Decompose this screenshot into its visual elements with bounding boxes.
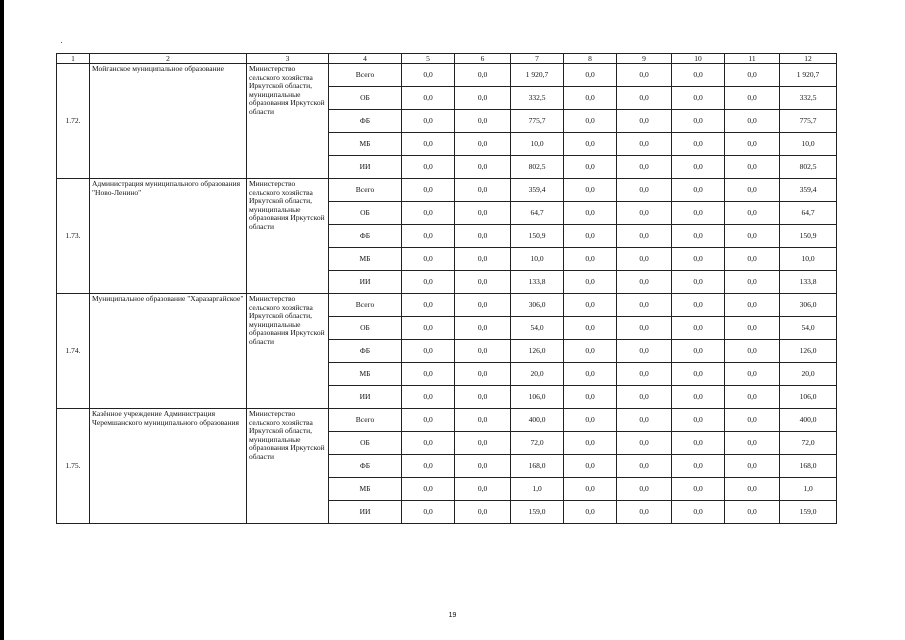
value-cell: 0,0 xyxy=(672,133,725,156)
value-cell: 0,0 xyxy=(564,317,617,340)
value-cell: 0,0 xyxy=(455,225,511,248)
value-cell: 0,0 xyxy=(564,409,617,432)
value-cell: 0,0 xyxy=(672,110,725,133)
value-cell: 0,0 xyxy=(617,455,672,478)
value-cell: 10,0 xyxy=(511,248,564,271)
value-cell: 0,0 xyxy=(455,271,511,294)
value-cell: 0,0 xyxy=(725,179,780,202)
value-cell: 0,0 xyxy=(725,386,780,409)
value-cell: 0,0 xyxy=(402,179,455,202)
value-cell: 0,0 xyxy=(564,64,617,87)
value-cell: 0,0 xyxy=(672,271,725,294)
value-cell: 0,0 xyxy=(672,409,725,432)
funding-source-cell: ОБ xyxy=(329,317,402,340)
value-cell: 1,0 xyxy=(780,478,837,501)
value-cell: 0,0 xyxy=(672,317,725,340)
value-cell: 359,4 xyxy=(780,179,837,202)
value-cell: 0,0 xyxy=(725,455,780,478)
value-cell: 0,0 xyxy=(672,386,725,409)
value-cell: 133,8 xyxy=(511,271,564,294)
funding-source-cell: ИИ xyxy=(329,271,402,294)
value-cell: 0,0 xyxy=(402,133,455,156)
value-cell: 0,0 xyxy=(672,432,725,455)
scan-speck xyxy=(61,42,62,43)
value-cell: 775,7 xyxy=(511,110,564,133)
funding-source-cell: МБ xyxy=(329,248,402,271)
value-cell: 0,0 xyxy=(672,248,725,271)
value-cell: 0,0 xyxy=(617,363,672,386)
value-cell: 54,0 xyxy=(511,317,564,340)
value-cell: 0,0 xyxy=(402,64,455,87)
value-cell: 0,0 xyxy=(725,225,780,248)
value-cell: 0,0 xyxy=(402,317,455,340)
value-cell: 0,0 xyxy=(402,501,455,524)
header-cell: 7 xyxy=(511,54,564,64)
header-cell: 2 xyxy=(90,54,247,64)
value-cell: 0,0 xyxy=(455,202,511,225)
value-cell: 0,0 xyxy=(455,179,511,202)
value-cell: 359,4 xyxy=(511,179,564,202)
value-cell: 0,0 xyxy=(672,179,725,202)
funding-source-cell: Всего xyxy=(329,179,402,202)
value-cell: 0,0 xyxy=(617,225,672,248)
value-cell: 0,0 xyxy=(455,386,511,409)
item-number-cell: 1.74. xyxy=(57,294,90,409)
value-cell: 0,0 xyxy=(725,156,780,179)
value-cell: 332,5 xyxy=(511,87,564,110)
value-cell: 0,0 xyxy=(564,87,617,110)
value-cell: 0,0 xyxy=(402,87,455,110)
recipient-name-cell: Администрация муниципального образования "Ново-Ленино" xyxy=(90,179,247,294)
value-cell: 0,0 xyxy=(402,294,455,317)
value-cell: 168,0 xyxy=(780,455,837,478)
funding-source-cell: МБ xyxy=(329,478,402,501)
header-row xyxy=(57,54,837,64)
value-cell: 0,0 xyxy=(402,386,455,409)
value-cell: 802,5 xyxy=(780,156,837,179)
value-cell: 0,0 xyxy=(564,455,617,478)
value-cell: 0,0 xyxy=(617,294,672,317)
value-cell: 0,0 xyxy=(617,386,672,409)
value-cell: 0,0 xyxy=(455,478,511,501)
value-cell: 0,0 xyxy=(455,409,511,432)
header-cell: 11 xyxy=(725,54,780,64)
value-cell: 0,0 xyxy=(402,478,455,501)
responsible-cell: Министерство сельского хозяйства Иркутской области, муниципальные образования Иркутской области xyxy=(247,64,329,179)
value-cell: 0,0 xyxy=(725,110,780,133)
value-cell: 0,0 xyxy=(617,340,672,363)
value-cell: 106,0 xyxy=(511,386,564,409)
value-cell: 0,0 xyxy=(672,501,725,524)
value-cell: 10,0 xyxy=(780,248,837,271)
funding-source-cell: МБ xyxy=(329,363,402,386)
value-cell: 0,0 xyxy=(564,478,617,501)
header-cell: 6 xyxy=(455,54,511,64)
scan-edge xyxy=(0,0,4,640)
value-cell: 1,0 xyxy=(511,478,564,501)
item-number-cell: 1.72. xyxy=(57,64,90,179)
value-cell: 0,0 xyxy=(617,133,672,156)
header-cell: 8 xyxy=(564,54,617,64)
value-cell: 0,0 xyxy=(402,271,455,294)
value-cell: 0,0 xyxy=(564,501,617,524)
header-cell: 9 xyxy=(617,54,672,64)
value-cell: 0,0 xyxy=(725,501,780,524)
funding-source-cell: ФБ xyxy=(329,455,402,478)
value-cell: 10,0 xyxy=(511,133,564,156)
value-cell: 0,0 xyxy=(564,248,617,271)
value-cell: 64,7 xyxy=(780,202,837,225)
value-cell: 1 920,7 xyxy=(511,64,564,87)
value-cell: 0,0 xyxy=(672,225,725,248)
table-row xyxy=(57,409,837,432)
value-cell: 0,0 xyxy=(617,248,672,271)
value-cell: 0,0 xyxy=(402,202,455,225)
value-cell: 0,0 xyxy=(455,501,511,524)
value-cell: 0,0 xyxy=(402,110,455,133)
value-cell: 0,0 xyxy=(564,225,617,248)
value-cell: 106,0 xyxy=(780,386,837,409)
value-cell: 168,0 xyxy=(511,455,564,478)
value-cell: 1 920,7 xyxy=(780,64,837,87)
value-cell: 64,7 xyxy=(511,202,564,225)
value-cell: 0,0 xyxy=(617,87,672,110)
value-cell: 0,0 xyxy=(725,248,780,271)
recipient-name-cell: Муниципальное образование "Харазаргайское" xyxy=(90,294,247,409)
value-cell: 0,0 xyxy=(725,64,780,87)
value-cell: 0,0 xyxy=(455,156,511,179)
value-cell: 0,0 xyxy=(725,202,780,225)
value-cell: 0,0 xyxy=(455,110,511,133)
value-cell: 0,0 xyxy=(402,340,455,363)
value-cell: 0,0 xyxy=(725,432,780,455)
value-cell: 0,0 xyxy=(455,294,511,317)
value-cell: 400,0 xyxy=(511,409,564,432)
header-cell: 3 xyxy=(247,54,329,64)
value-cell: 306,0 xyxy=(511,294,564,317)
value-cell: 126,0 xyxy=(511,340,564,363)
value-cell: 0,0 xyxy=(455,317,511,340)
value-cell: 150,9 xyxy=(780,225,837,248)
value-cell: 0,0 xyxy=(455,363,511,386)
responsible-cell: Министерство сельского хозяйства Иркутской области, муниципальные образования Иркутской области xyxy=(247,409,329,524)
value-cell: 0,0 xyxy=(402,409,455,432)
value-cell: 0,0 xyxy=(725,133,780,156)
funding-source-cell: Всего xyxy=(329,294,402,317)
value-cell: 0,0 xyxy=(672,478,725,501)
value-cell: 0,0 xyxy=(725,409,780,432)
value-cell: 0,0 xyxy=(672,363,725,386)
header-cell: 1 xyxy=(57,54,90,64)
value-cell: 0,0 xyxy=(672,340,725,363)
value-cell: 0,0 xyxy=(402,225,455,248)
value-cell: 20,0 xyxy=(511,363,564,386)
value-cell: 10,0 xyxy=(780,133,837,156)
value-cell: 0,0 xyxy=(455,432,511,455)
value-cell: 0,0 xyxy=(725,340,780,363)
value-cell: 0,0 xyxy=(564,386,617,409)
funding-source-cell: ФБ xyxy=(329,340,402,363)
page-number: 19 xyxy=(448,612,457,619)
value-cell: 0,0 xyxy=(617,432,672,455)
value-cell: 802,5 xyxy=(511,156,564,179)
funding-source-cell: ОБ xyxy=(329,202,402,225)
value-cell: 0,0 xyxy=(725,271,780,294)
value-cell: 0,0 xyxy=(455,87,511,110)
table-row xyxy=(57,179,837,202)
responsible-cell: Министерство сельского хозяйства Иркутской области, муниципальные образования Иркутской области xyxy=(247,294,329,409)
value-cell: 0,0 xyxy=(617,156,672,179)
value-cell: 133,8 xyxy=(780,271,837,294)
value-cell: 400,0 xyxy=(780,409,837,432)
table-body xyxy=(57,54,837,524)
value-cell: 150,9 xyxy=(511,225,564,248)
responsible-cell: Министерство сельского хозяйства Иркутской области, муниципальные образования Иркутской области xyxy=(247,179,329,294)
funding-source-cell: ФБ xyxy=(329,110,402,133)
funding-source-cell: ИИ xyxy=(329,386,402,409)
value-cell: 0,0 xyxy=(402,248,455,271)
value-cell: 0,0 xyxy=(617,179,672,202)
funding-source-cell: МБ xyxy=(329,133,402,156)
value-cell: 0,0 xyxy=(672,294,725,317)
value-cell: 0,0 xyxy=(725,317,780,340)
recipient-name-cell: Казённое учреждение Администрация Черемшанского муниципального образования xyxy=(90,409,247,524)
value-cell: 0,0 xyxy=(617,110,672,133)
value-cell: 0,0 xyxy=(617,64,672,87)
value-cell: 0,0 xyxy=(672,64,725,87)
value-cell: 0,0 xyxy=(564,363,617,386)
value-cell: 0,0 xyxy=(617,478,672,501)
funding-source-cell: Всего xyxy=(329,64,402,87)
value-cell: 0,0 xyxy=(725,363,780,386)
value-cell: 0,0 xyxy=(402,156,455,179)
value-cell: 159,0 xyxy=(780,501,837,524)
value-cell: 0,0 xyxy=(564,340,617,363)
value-cell: 0,0 xyxy=(564,133,617,156)
value-cell: 0,0 xyxy=(402,455,455,478)
budget-table xyxy=(56,53,837,524)
value-cell: 126,0 xyxy=(780,340,837,363)
value-cell: 0,0 xyxy=(455,455,511,478)
item-number-cell: 1.73. xyxy=(57,179,90,294)
table-row xyxy=(57,294,837,317)
value-cell: 0,0 xyxy=(402,432,455,455)
funding-source-cell: Всего xyxy=(329,409,402,432)
value-cell: 0,0 xyxy=(564,156,617,179)
value-cell: 332,5 xyxy=(780,87,837,110)
value-cell: 54,0 xyxy=(780,317,837,340)
funding-source-cell: ОБ xyxy=(329,87,402,110)
value-cell: 0,0 xyxy=(564,110,617,133)
value-cell: 0,0 xyxy=(725,294,780,317)
funding-source-cell: ИИ xyxy=(329,156,402,179)
item-number-cell: 1.75. xyxy=(57,409,90,524)
recipient-name-cell: Мойганское муниципальное образование xyxy=(90,64,247,179)
value-cell: 306,0 xyxy=(780,294,837,317)
value-cell: 0,0 xyxy=(617,317,672,340)
header-cell: 4 xyxy=(329,54,402,64)
value-cell: 0,0 xyxy=(564,294,617,317)
value-cell: 0,0 xyxy=(455,340,511,363)
header-cell: 5 xyxy=(402,54,455,64)
value-cell: 0,0 xyxy=(725,87,780,110)
value-cell: 0,0 xyxy=(564,179,617,202)
value-cell: 0,0 xyxy=(617,501,672,524)
header-cell: 12 xyxy=(780,54,837,64)
value-cell: 0,0 xyxy=(672,455,725,478)
value-cell: 775,7 xyxy=(780,110,837,133)
funding-source-cell: ИИ xyxy=(329,501,402,524)
value-cell: 0,0 xyxy=(455,248,511,271)
value-cell: 0,0 xyxy=(725,478,780,501)
value-cell: 0,0 xyxy=(672,202,725,225)
funding-source-cell: ФБ xyxy=(329,225,402,248)
value-cell: 0,0 xyxy=(617,202,672,225)
funding-source-cell: ОБ xyxy=(329,432,402,455)
value-cell: 0,0 xyxy=(672,156,725,179)
value-cell: 0,0 xyxy=(402,363,455,386)
table-row xyxy=(57,64,837,87)
value-cell: 0,0 xyxy=(617,271,672,294)
header-cell: 10 xyxy=(672,54,725,64)
value-cell: 0,0 xyxy=(617,409,672,432)
value-cell: 0,0 xyxy=(455,133,511,156)
value-cell: 0,0 xyxy=(564,271,617,294)
value-cell: 72,0 xyxy=(511,432,564,455)
value-cell: 0,0 xyxy=(672,87,725,110)
value-cell: 159,0 xyxy=(511,501,564,524)
value-cell: 20,0 xyxy=(780,363,837,386)
value-cell: 72,0 xyxy=(780,432,837,455)
value-cell: 0,0 xyxy=(564,432,617,455)
value-cell: 0,0 xyxy=(455,64,511,87)
value-cell: 0,0 xyxy=(564,202,617,225)
